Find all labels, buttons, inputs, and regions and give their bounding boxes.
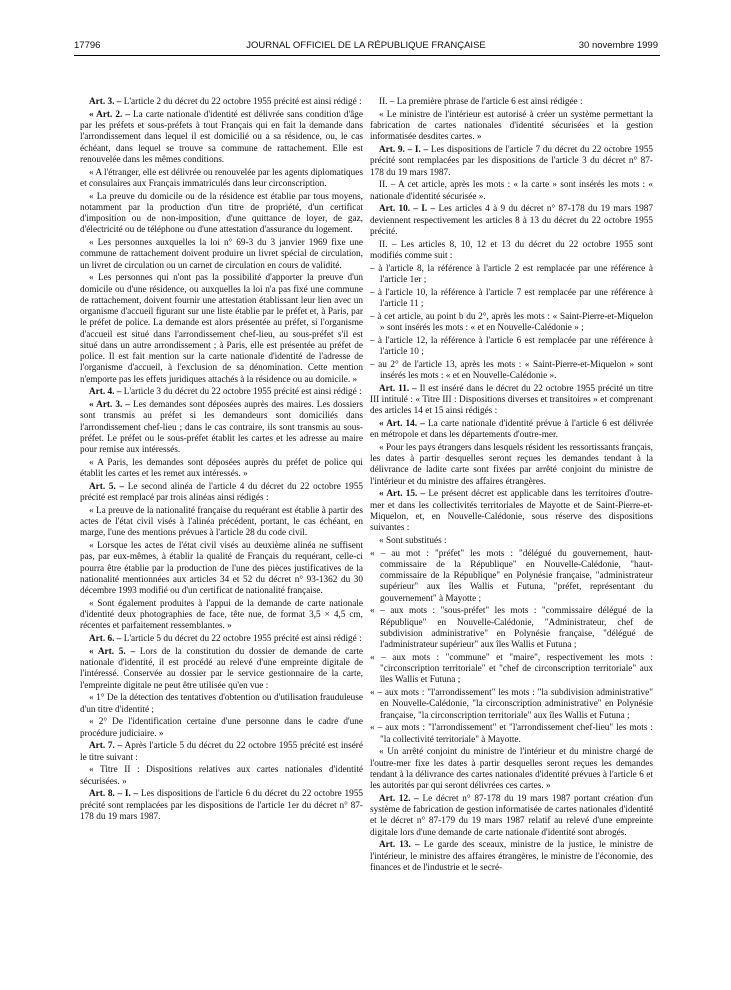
paragraph-text: L'article 2 du décret du 22 octobre 1955 précité est ainsi rédigé :: [123, 97, 362, 107]
paragraph: [370, 264, 653, 287]
paragraph: [370, 360, 653, 383]
paragraph-text: « – aux mots : "l'arrondissement" les mots : "la subdivision administrative" en Nouvelle-Calédonie, "la circonscription administrative" en Polynésie française, "la circonscription territoriale" aux îles Wallis et Futuna ;: [370, 688, 653, 721]
paragraph-text: L'article 3 du décret du 22 octobre 1955 précité est ainsi rédigé :: [123, 387, 362, 398]
article-heading: Art. 12. –: [379, 793, 419, 804]
paragraph-text: « – aux mots : "commune" et "maire", respectivement les mots : "circonscription territoriale" et "chef de circonscription territoriale" aux îles Wallis et Futuna ;: [370, 652, 653, 686]
paragraph: [370, 336, 653, 359]
issue-date: 30 novembre 1999: [578, 40, 658, 51]
article-heading: Art. 3. –: [89, 97, 122, 107]
article-heading: Art. 11. –: [379, 383, 417, 394]
paragraph: [80, 192, 363, 237]
journal-title: JOURNAL OFFICIEL DE LA RÉPUBLIQUE FRANÇAISE: [246, 40, 486, 51]
header-rule: [74, 55, 660, 56]
paragraph-text: « Sont substitués :: [379, 535, 447, 546]
paragraph: [80, 400, 363, 456]
paragraph-text: L'article 5 du décret du 22 octobre 1955 précité est ainsi rédigé :: [123, 634, 362, 644]
paragraph-text: Le garde des sceaux, ministre de la justice, le ministre de l'intérieur, le ministre des affaires étrangères, le ministre de l'économie, des finances et de l'industrie et le secré-: [370, 840, 653, 873]
paragraph: [370, 549, 653, 605]
right-column: [370, 97, 653, 876]
article-heading: « Art. 14. –: [379, 418, 425, 429]
paragraph-text: II. – La première phrase de l'article 6 est ainsi rédigée :: [379, 97, 583, 107]
paragraph: [370, 312, 653, 335]
paragraph: [370, 240, 653, 263]
paragraph: [80, 387, 363, 398]
paragraph-text: Les dispositions de l'article 7 du décret du 22 octobre 1955 précité sont remplacées par les dispositions de l'article 3 du décret n° 87-178 du 19 mars 1987.: [370, 145, 654, 178]
paragraph: [370, 288, 653, 311]
paragraph-text: Les demandes sont déposées auprès des maires. Les dossiers sont transmis au préfet si les demandeurs sont domiciliés dans l'arrondissement chef-lieu ; dans le cas contraire, ils sont transmis au sous-préfet. Le préfet ou le sous-préfet établit les cartes et les adresse au maire pour remise aux intéressés.: [80, 400, 363, 455]
paragraph-text: Après l'article 5 du décret du 22 octobre 1955 précité est inséré le titre suivant :: [80, 741, 363, 763]
paragraph: [370, 688, 653, 722]
paragraph: [370, 536, 653, 547]
paragraph: [80, 238, 363, 272]
paragraph-text: « La preuve de la nationalité française du requérant est établie à partir des actes de l'état civil visés à l'alinéa précédent, portant, le cas échéant, en marge, l'une des mentions prévues à l'article 28 du code civil.: [80, 505, 363, 539]
paragraph: [80, 541, 363, 597]
paragraph: [80, 647, 363, 692]
paragraph-text: II. – A cet article, après les mots : « la carte » sont insérés les mots : « nationale d'identité sécurisée ».: [370, 180, 653, 202]
paragraph: [370, 443, 653, 488]
paragraph-text: « Sont également produites à l'appui de la demande de carte nationale d'identité deux photographies de face, tête nue, de format 3,5 × 4,5 cm, récentes et parfaitement ressemblantes. »: [80, 598, 363, 632]
paragraph-text: – à l'article 12, la référence à l'article 6 est remplacée par une référence à l'article 10 ;: [370, 335, 653, 357]
article-heading: Art. 10. – I. –: [379, 204, 436, 215]
paragraph: [80, 765, 363, 788]
paragraph-text: Le présent décret est applicable dans les territoires d'outre-mer et dans les collectivités territoriales de Mayotte et de Saint-Pierre-et-Miquelon, et, en Nouvelle-Calédonie, sous réserve des dispositions suivantes :: [370, 489, 653, 533]
paragraph-text: « Lorsque les actes de l'état civil visés au deuxième alinéa ne suffisent pas, par eux-mêmes, à établir la qualité de Français du requérant, celle-ci pourra être établie par la production de l'une des pièces justificatives de la nationalité mentionnées aux articles 34 et 52 du décret n° 93-1362 du 30 décembre 1993 modifié ou d'un certificat de nationalité française.: [80, 541, 363, 596]
running-header: [74, 40, 658, 54]
paragraph-text: – au 2° de l'article 13, après les mots : « Saint-Pierre-et-Miquelon » sont insérés les mots : « et en Nouvelle-Calédonie ».: [370, 359, 653, 381]
paragraph-text: La carte nationale d'identité est délivrée sans condition d'âge par les préfets et sous-préfets à tout Français qui en fait la demande dans l'arrondissement dans lequel il est domicilié ou a sa résidence, ou, le cas échéant, dans lequel se trouve sa commune de rattachement. Elle est renouvelée dans les mêmes conditions.: [80, 109, 364, 165]
paragraph-text: La carte nationale d'identité prévue à l'article 6 est délivrée en métropole et dans les départements d'outre-mer.: [370, 418, 653, 440]
article-heading: Art. 4. –: [89, 387, 122, 398]
paragraph: [370, 747, 653, 792]
paragraph: [370, 110, 653, 144]
paragraph-text: Les dispositions de l'article 6 du décret du 22 octobre 1955 précité sont remplacées par les dispositions de l'article 1er du décret n° 87-178 du 19 mars 1987.: [80, 789, 364, 822]
article-heading: « Art. 2. –: [89, 109, 130, 120]
paragraph-text: – à l'article 10, la référence à l'article 7 est remplacée par une référence à l'article 11 ;: [370, 287, 653, 309]
article-heading: « Art. 15. –: [379, 489, 426, 500]
paragraph: [80, 97, 363, 108]
paragraph: [370, 653, 653, 687]
paragraph-text: « Le ministre de l'intérieur est autorisé à créer un système permettant la fabrication de cartes nationales d'identité sécurisées et la gestion informatisée desdites cartes. »: [370, 109, 653, 143]
article-heading: Art. 6. –: [89, 634, 122, 644]
paragraph: [370, 723, 653, 746]
paragraph-text: « Titre II : Dispositions relatives aux cartes nationales d'identité sécurisées. »: [80, 765, 363, 787]
paragraph-text: « Les personnes qui n'ont pas la possibilité d'apporter la preuve d'un domicile ou d'une résidence, ou auxquelles la loi n'a pas fixé une commune de rattachement, doivent fournir une attestation établissant leur lien avec un organisme d'accueil figurant sur une liste établie par le préfet et, à Paris, par le préfet de police. La demande est alors présentée au préfet, si l'organisme d'accueil est situé dans l'arrondissement chef-lieu, au sous-préfet s'il est situé dans un autre arrondissement ; à Paris, elle est présentée au préfet de police. Il est fait mention sur la carte nationale d'identité de l'adresse de l'organisme d'accueil, à l'exclusion de sa dénomination. Cette mention n'emporte pas les effets juridiques attachés à la résidence ou au domicile. »: [80, 273, 363, 385]
article-heading: Art. 8. – I. –: [89, 789, 139, 800]
paragraph-text: Le second alinéa de l'article 4 du décret du 22 octobre 1955 précité est remplacé par trois alinéas ainsi rédigés :: [80, 481, 363, 503]
paragraph: [80, 599, 363, 633]
paragraph: [370, 97, 653, 108]
paragraph-text: « 1° De la détection des tentatives d'obtention ou d'utilisation frauduleuse d'un titre d'identité ;: [80, 693, 363, 715]
article-heading: Art. 7. –: [89, 741, 123, 752]
paragraph-text: « La preuve du domicile ou de la résidence est établie par tous moyens, notamment par la production d'un titre de propriété, d'un certificat d'imposition ou de non-imposition, d'une quittance de loyer, de gaz, d'électricité ou de téléphone ou d'une attestation d'assurance du logement.: [80, 191, 363, 236]
paragraph: [80, 458, 363, 481]
paragraph-text: « A Paris, les demandes sont déposées auprès du préfet de police qui établit les cartes et les remet aux intéressés. »: [80, 457, 363, 479]
paragraph: [80, 693, 363, 716]
paragraph-text: – à l'article 8, la référence à l'article 2 est remplacée par une référence à l'article 1er ;: [370, 263, 653, 285]
paragraph-text: « Les personnes auxquelles la loi n° 69-3 du 3 janvier 1969 fixe une commune de rattachement doivent produire un livret spécial de circulation, un livret de circulation ou un carnet de circulation en cours de validité.: [80, 238, 363, 271]
paragraph: [80, 168, 363, 191]
paragraph-text: « Pour les pays étrangers dans lesquels résident les ressortissants français, les dates à partir desquelles seront reçues les demandes tendant à la délivrance de ladite carte sont fixées par arrêté conjoint du ministre de l'intérieur et du ministre des affaires étrangères.: [370, 442, 653, 487]
paragraph-text: « – aux mots : "sous-préfet" les mots : "commissaire délégué de la République" en Nouvelle-Calédonie, "Administrateur, chef de subdivision administrative" en Polynésie française, "délégué de l'administrateur supérieur" aux îles Wallis et Futuna ;: [370, 606, 653, 650]
paragraph: [80, 110, 363, 166]
paragraph: [80, 789, 363, 823]
paragraph: [370, 606, 653, 651]
paragraph: [370, 794, 653, 839]
paragraph-text: II. – Les articles 8, 10, 12 et 13 du décret du 22 octobre 1955 sont modifiés comme suit :: [370, 239, 653, 261]
paragraph-text: « – aux mots : "l'arrondissement" et "l'arrondissement chef-lieu" les mots : "la collectivité territoriale" à Mayotte.: [370, 723, 653, 745]
paragraph: [370, 145, 653, 179]
article-heading: Art. 9. – I. –: [379, 145, 429, 155]
paragraph: [370, 180, 653, 203]
paragraph-text: « A l'étranger, elle est délivrée ou renouvelée par les agents diplomatiques et consulaires aux Français immatriculés dans leur circonscription.: [80, 167, 363, 189]
paragraph: [370, 384, 653, 418]
paragraph: [80, 506, 363, 540]
paragraph-text: – à cet article, au point b du 2°, après les mots : « Saint-Pierre-et-Miquelon » sont insérés les mots : « et en Nouvelle-Calédonie » ;: [370, 311, 653, 333]
paragraph: [370, 419, 653, 442]
paragraph: [80, 634, 363, 645]
paragraph: [370, 204, 653, 238]
paragraph-text: Lors de la constitution du dossier de demande de carte nationale d'identité, il est procédé au relevé d'une empreinte digitale de l'intéressé. Conservée au dossier par le service gestionnaire de la carte, l'empreinte digitale ne peut être utilisée qu'en vue :: [80, 646, 364, 691]
paragraph: [80, 741, 363, 764]
paragraph-text: Le décret n° 87-178 du 19 mars 1987 portant création d'un système de fabrication de gestion informatisée de cartes nationales d'identité et le décret n° 87-179 du 19 mars 1987 relatif au relevé d'une empreinte digitale lors d'une demande de carte nationale d'identité sont abrogés.: [370, 793, 654, 838]
paragraph-text: « – au mot : "préfet" les mots : "délégué du gouvernement, haut-commissaire de la République" en Nouvelle-Calédonie, "haut-commissaire de la République" en Polynésie française, "administrateur supérieur" aux îles Wallis et Futuna, "préfet, représentant du gouvernement" à Mayotte ;: [370, 548, 653, 604]
paragraph: [370, 489, 653, 534]
paragraph-text: Il est inséré dans le décret du 22 octobre 1955 précité un titre III intitulé : « Titre III : Dispositions diverses et transitoires » et comprenant des articles 14 et 15 ainsi rédigés :: [370, 383, 654, 416]
paragraph: [80, 273, 363, 386]
article-heading: Art. 13. –: [379, 840, 420, 851]
paragraph-text: « 2° De l'identification certaine d'une personne dans le cadre d'une procédure judiciaire. »: [80, 717, 363, 739]
article-heading: « Art. 3. –: [89, 400, 130, 410]
paragraph: [370, 840, 653, 874]
article-heading: « Art. 5. –: [89, 646, 136, 657]
left-column: [80, 97, 363, 825]
paragraph: [80, 717, 363, 740]
article-heading: Art. 5. –: [89, 481, 125, 492]
paragraph: [80, 482, 363, 505]
paragraph-text: « Un arrêté conjoint du ministre de l'intérieur et du ministre chargé de l'outre-mer fixe les dates à partir desquelles seront reçues les demandes tendant à la délivrance des cartes nationales d'identité prévues à l'article 6 et les autorités par qui seront délivrées ces cartes. »: [370, 747, 653, 791]
page-number: 17796: [74, 40, 101, 51]
paragraph-text: Les articles 4 à 9 du décret n° 87-178 du 19 mars 1987 deviennent respectivement les articles 8 à 13 du décret du 22 octobre 1955 précité.: [370, 204, 653, 237]
